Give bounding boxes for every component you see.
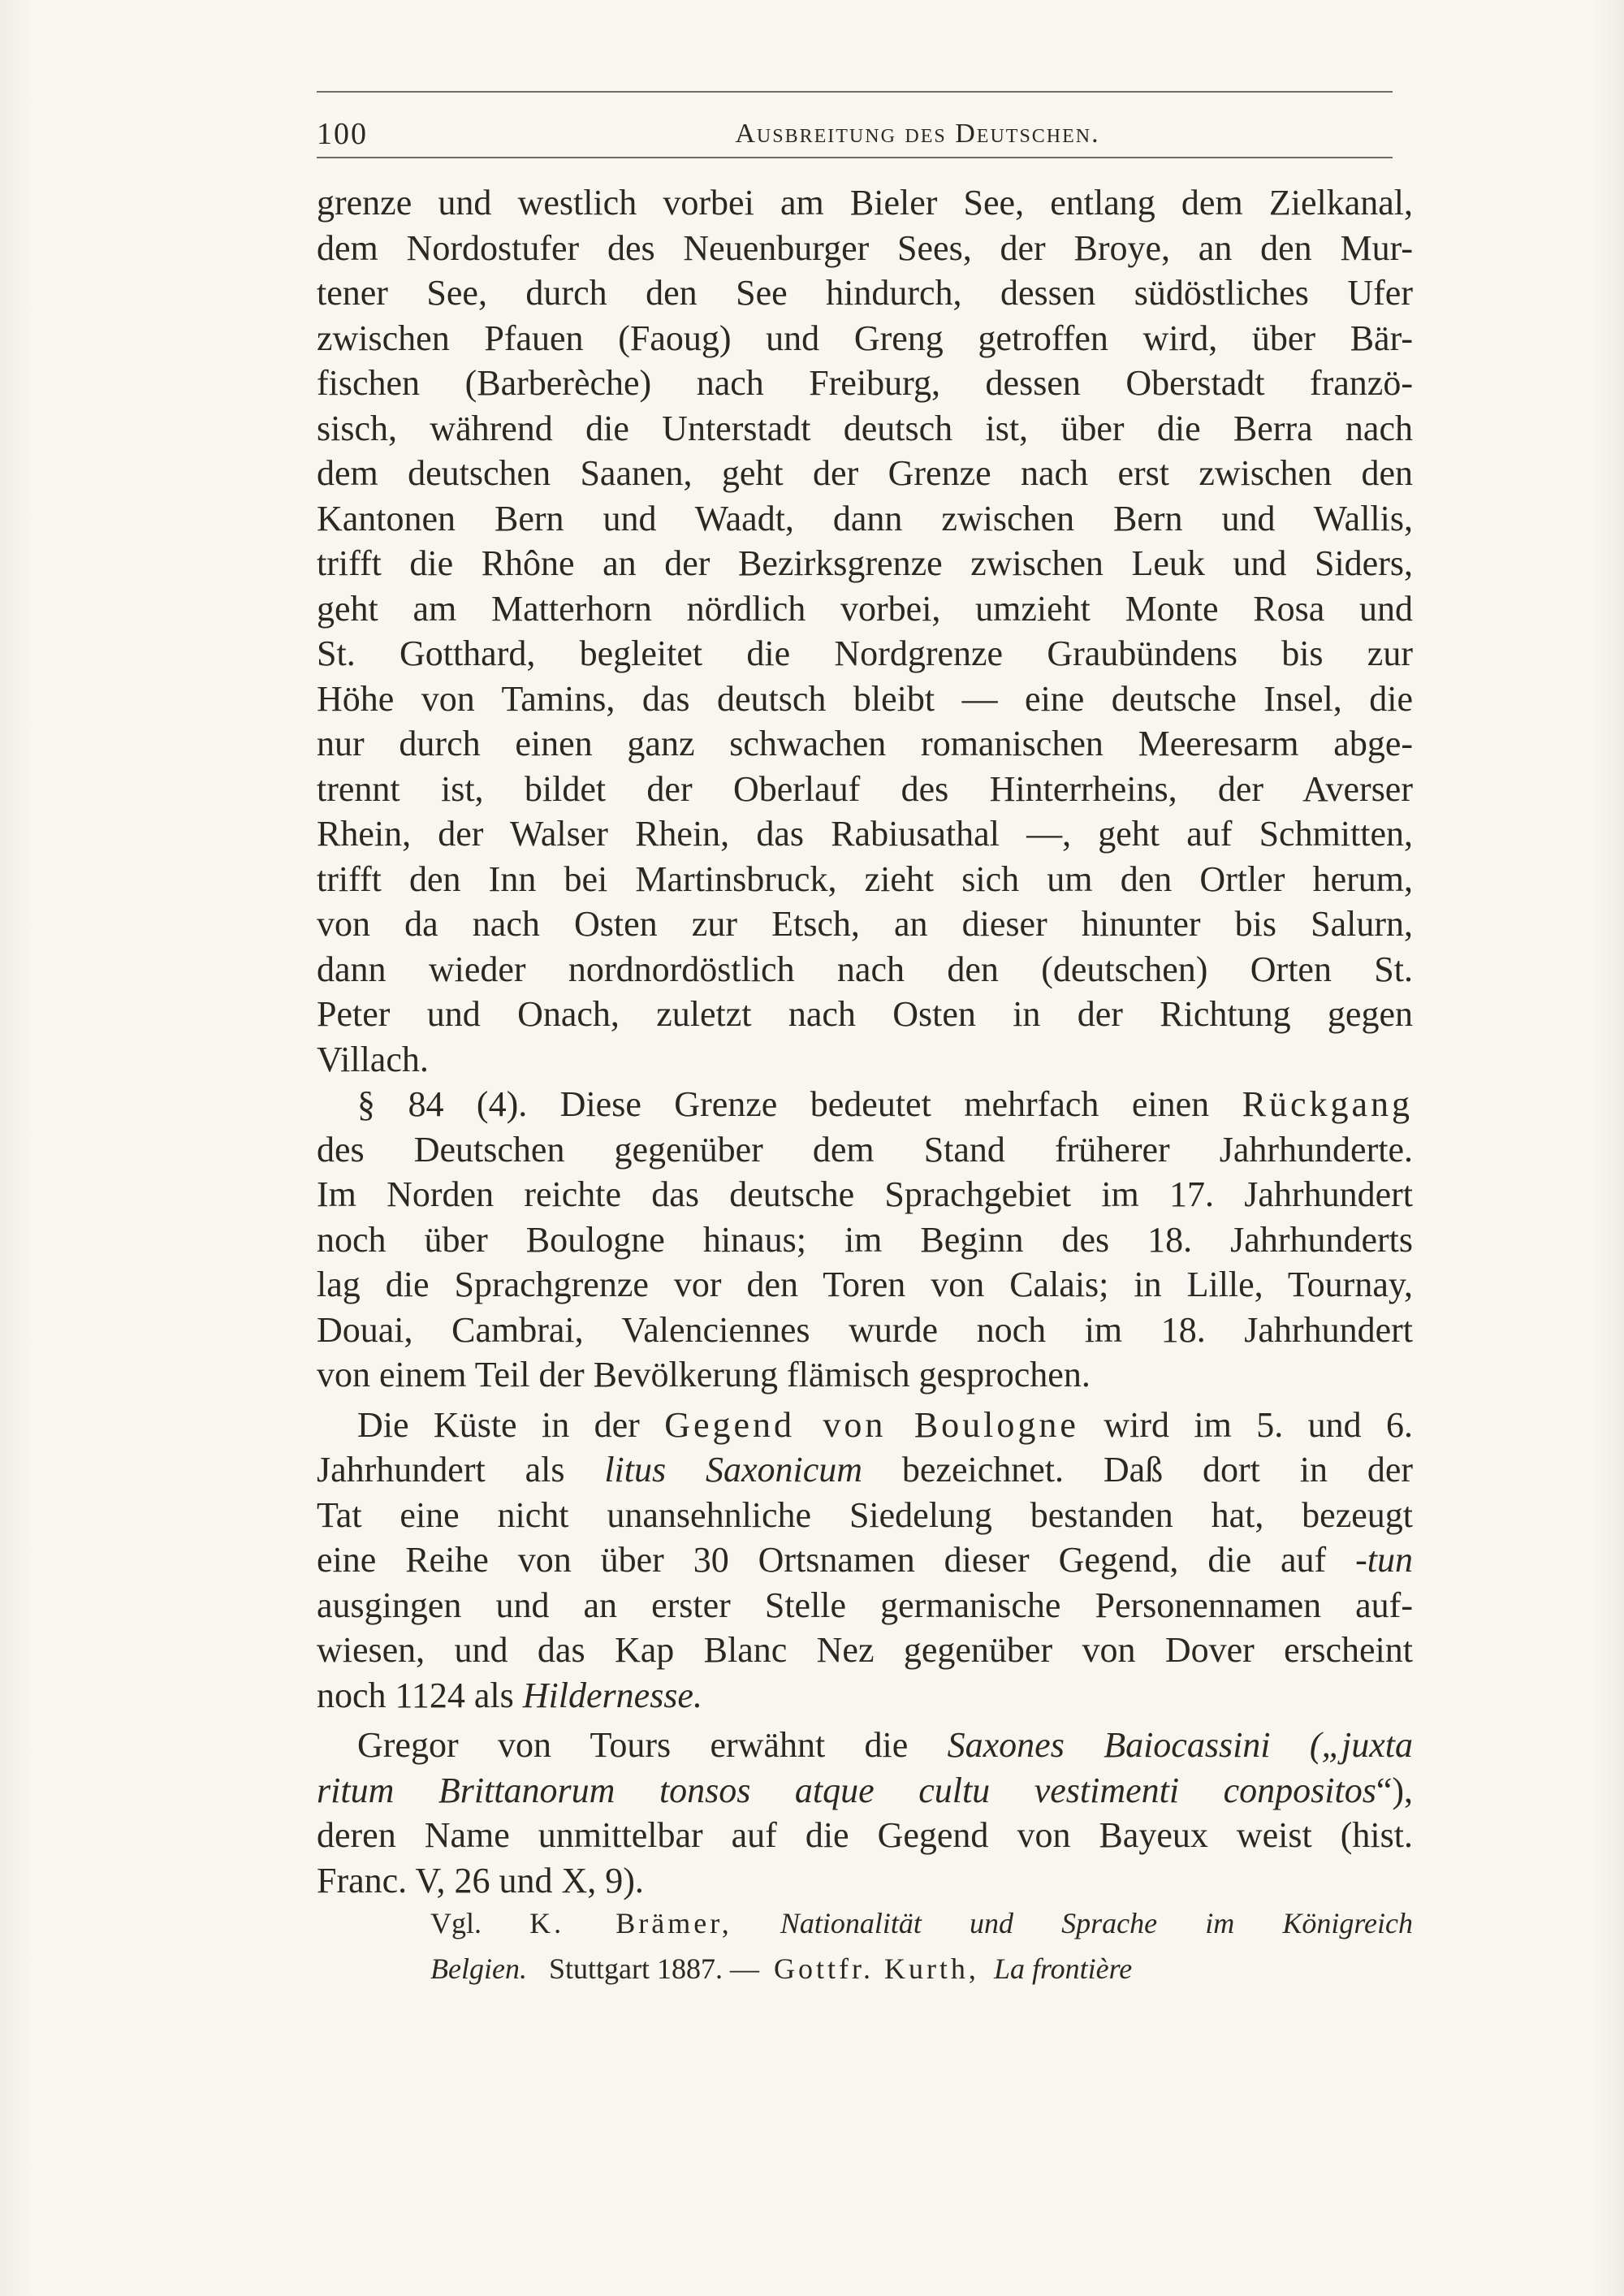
- text-line: [317, 1723, 1413, 1768]
- paragraph-2: [317, 1082, 1413, 1398]
- text-line: Höhe von Tamins, das deutsch bleibt — eine deutsche Insel, die: [317, 678, 1413, 719]
- page-number: 100: [317, 117, 368, 151]
- text-line: wiesen, und das Kap Blanc Nez gegenüber von Dover erscheint: [317, 1630, 1413, 1670]
- text-line: St. Gotthard, begleitet die Nordgrenze Graubündens bis zur: [317, 633, 1413, 673]
- text-run: eine Reihe von über 30 Ortsnamen dieser Gegend, die auf: [317, 1540, 1327, 1580]
- text-line: [317, 1537, 1413, 1583]
- text-run: Stuttgart 1887. —: [548, 1952, 759, 1985]
- author-name: Gottfr. Kurth,: [773, 1952, 979, 1985]
- paragraph-4: [317, 1723, 1413, 1903]
- author-name: K. Brämer,: [529, 1907, 732, 1939]
- text-line: dem Nordostufer des Neuenburger Sees, der Broye, an den Mur-: [317, 227, 1413, 268]
- text-line: Douai, Cambrai, Valenciennes wurde noch im 18. Jahrhundert: [317, 1309, 1413, 1350]
- italic-title: Nationalität und Sprache im Königreich: [780, 1907, 1413, 1939]
- text-run: wird im 5. und 6.: [1104, 1404, 1413, 1445]
- text-line: des Deutschen gegenüber dem Stand früherer Jahrhunderte.: [317, 1129, 1413, 1170]
- text-line: fischen (Barberèche) nach Freiburg, dessen Oberstadt franzö-: [317, 363, 1413, 403]
- spaced-emphasis: Gegend von Boulogne: [664, 1404, 1079, 1445]
- text-line: deren Name unmittelbar auf die Gegend von Bayeux weist (hist.: [317, 1815, 1413, 1855]
- text-run: Die Küste in der: [357, 1404, 640, 1445]
- text-line: trifft die Rhône an der Bezirksgrenze zwischen Leuk und Siders,: [317, 543, 1413, 583]
- text-line: dem deutschen Saanen, geht der Grenze nach erst zwischen den: [317, 453, 1413, 493]
- text-run: Vgl.: [430, 1907, 482, 1939]
- text-line: Im Norden reichte das deutsche Sprachgebiet im 17. Jahrhundert: [317, 1174, 1413, 1214]
- text-run: bezeichnet. Daß dort in der: [901, 1450, 1413, 1490]
- paragraph-1: [317, 180, 1413, 1082]
- header-rule-top: [317, 91, 1393, 93]
- body-text: [317, 180, 1413, 1903]
- text-line: dann wieder nordnordöstlich nach den (deutschen) Orten St.: [317, 949, 1413, 989]
- text-line: Rhein, der Walser Rhein, das Rabiusathal —, geht auf Schmitten,: [317, 814, 1413, 854]
- section-84-text: § 84 (4). Diese Grenze bedeutet mehrfach einen: [357, 1084, 1210, 1124]
- text-line: trifft den Inn bei Martinsbruck, zieht sich um den Ortler herum,: [317, 858, 1413, 899]
- italic-term: Hildernesse.: [522, 1675, 702, 1715]
- text-line: zwischen Pfauen (Faoug) und Greng getroffen wird, über Bär-: [317, 318, 1413, 358]
- text-line: trennt ist, bildet der Oberlauf des Hinterrheins, der Averser: [317, 768, 1413, 809]
- italic-term: -tun: [1355, 1540, 1413, 1580]
- text-line: sisch, während die Unterstadt deutsch ist, über die Berra nach: [317, 408, 1413, 448]
- text-line: Tat eine nicht unansehnliche Siedelung bestanden hat, bezeugt: [317, 1494, 1413, 1535]
- text-line: noch über Boulogne hinaus; im Beginn des 18. Jahrhunderts: [317, 1219, 1413, 1260]
- text-line: Kantonen Bern und Waadt, dann zwischen Bern und Wallis,: [317, 498, 1413, 538]
- text-line: [317, 1447, 1413, 1493]
- text-line: Franc. V, 26 und X, 9).: [317, 1860, 644, 1900]
- text-run: Gregor von Tours erwähnt die: [357, 1725, 909, 1765]
- italic-title: Belgien.: [430, 1952, 527, 1985]
- footnote-line: [317, 1900, 1413, 1946]
- text-line: [317, 1082, 1413, 1127]
- text-line: ausgingen und an erster Stelle germanische Personennamen auf-: [317, 1585, 1413, 1625]
- italic-title: La frontière: [993, 1952, 1133, 1985]
- text-run: noch 1124 als: [317, 1675, 514, 1715]
- text-run: Jahrhundert als: [317, 1450, 565, 1490]
- italic-quote: ritum Brittanorum tonsos atque cultu vestimenti conpositos: [317, 1770, 1376, 1810]
- footnote: [317, 1900, 1413, 1991]
- text-line: nur durch einen ganz schwachen romanischen Meeresarm abge-: [317, 724, 1413, 763]
- spaced-emphasis: Rückgang: [1242, 1084, 1413, 1124]
- header-rule-bottom: [317, 157, 1393, 158]
- text-line: grenze und westlich vorbei am Bieler See, entlang dem Zielkanal,: [317, 183, 1413, 223]
- text-line: lag die Sprachgrenze vor den Toren von Calais; in Lille, Tournay,: [317, 1265, 1413, 1304]
- running-title: Ausbreitung des Deutschen.: [735, 119, 1100, 149]
- paragraph-3: [317, 1403, 1413, 1719]
- text-line: [317, 1403, 1413, 1448]
- text-line: von einem Teil der Bevölkerung flämisch gesprochen.: [317, 1355, 1091, 1394]
- text-line: [317, 1768, 1413, 1814]
- text-line: [317, 1673, 1413, 1719]
- text-run: („juxta: [1309, 1725, 1413, 1765]
- text-run: “),: [1376, 1770, 1413, 1810]
- text-line: Villach.: [317, 1039, 429, 1079]
- text-line: Peter und Onach, zuletzt nach Osten in der Richtung gegen: [317, 994, 1413, 1034]
- italic-term: litus Saxonicum: [604, 1450, 863, 1490]
- italic-term: Saxones Baiocassini: [947, 1725, 1271, 1765]
- footnote-line: [317, 1946, 1413, 1991]
- text-line: tener See, durch den See hindurch, dessen südöstliches Ufer: [317, 273, 1413, 313]
- running-header: [317, 114, 1393, 154]
- text-line: von da nach Osten zur Etsch, an dieser hinunter bis Salurn,: [317, 904, 1413, 944]
- text-line: geht am Matterhorn nördlich vorbei, umzieht Monte Rosa und: [317, 588, 1413, 629]
